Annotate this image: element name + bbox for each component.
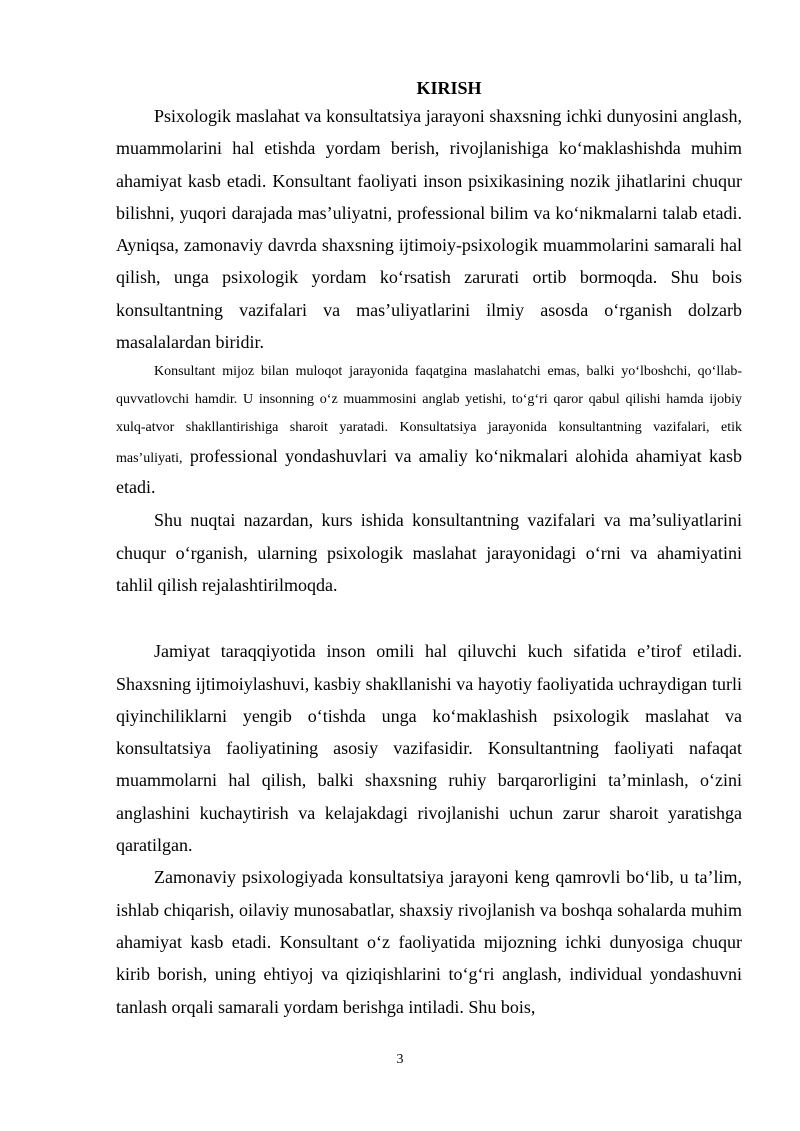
paragraph-purpose: Shu nuqtai nazardan, kurs ishida konsultantning vazifalari va ma’suliyatlarini chuqur o‘rganish, ularning psixologik maslahat jarayonidagi o‘rni va ahamiyatini tahlil qilish rejalashtirilmoqda.	[116, 510, 742, 595]
paragraph-intro: Psixologik maslahat va konsultatsiya jarayoni shaxsning ichki dunyosini anglash, muammolarini hal etishda yordam berish, rivojlanishiga ko‘maklashishda muhim ahamiyat kasb etadi. Konsultant faoliyati inson psixikasining nozik jihatlarini chuqur bilishni, yuqori darajada mas’uliyatni, professional bilim va ko‘nikmalarni talab etadi. Ayniqsa, zamonaviy davrda shaxsning ijtimoiy-psixologik muammolarini samarali hal qilish, unga psixologik yordam ko‘rsatish zarurati ortib bormoqda. Shu bois konsultantning vazifalari va mas’uliyatlarini ilmiy asosda o‘rganish dolzarb masalalardan biridir.	[116, 106, 742, 353]
paragraph-mixed	[116, 358, 742, 504]
paragraph-modern-psychology: Zamonaviy psixologiyada konsultatsiya jarayoni keng qamrovli bo‘lib, u ta’lim, ishlab chiqarish, oilaviy munosabatlar, shaxsiy rivojlanish va boshqa sohalarda muhim ahamiyat kasb etadi. Konsultant o‘z faoliyatida mijozning ichki dunyosiga chuqur kirib borish, uning ehtiyoj va qiziqishlarini to‘g‘ri anglash, individual yondashuvni tanlash orqali samarali yordam berishga intiladi. Shu bois,	[116, 867, 742, 1017]
section-title: KIRISH	[416, 78, 482, 98]
paragraph-small-text: Konsultant mijoz bilan muloqot jarayonida faqatgina maslahatchi emas, balki yo‘lboshchi, qo‘llab-quvvatlovchi hamdir. U insonning o‘z muammosini anglab yetishi, to‘g‘ri qaror qabul qilishi hamda ijobiy xulq-atvor shakllantirishiga sharoit yaratadi. Konsultatsiya jarayonida konsultantning vazifalari, etik mas’uliyati,	[116, 364, 742, 467]
page-number: 3	[396, 1052, 404, 1067]
paragraph-large-text: professional yondashuvlari va amaliy ko‘nikmalari alohida ahamiyat kasb etadi.	[116, 446, 742, 498]
paragraph-society: Jamiyat taraqqiyotida inson omili hal qiluvchi kuch sifatida e’tirof etiladi. Shaxsning ijtimoiylashuvi, kasbiy shakllanishi va hayotiy faoliyatida uchraydigan turli qiyinchiliklarni yengib o‘tishda unga ko‘maklashish psixologik maslahat va konsultatsiya faoliyatining asosiy vazifasidir. Konsultantning faoliyati nafaqat muammolarni hal qilish, balki shaxsning ruhiy barqarorligini ta’minlash, o‘zini anglashini kuchaytirish va kelajakdagi rivojlanishi uchun zarur sharoit yaratishga qaratilgan.	[116, 641, 742, 856]
paragraph-gap	[116, 601, 742, 635]
document-page	[116, 70, 742, 1023]
